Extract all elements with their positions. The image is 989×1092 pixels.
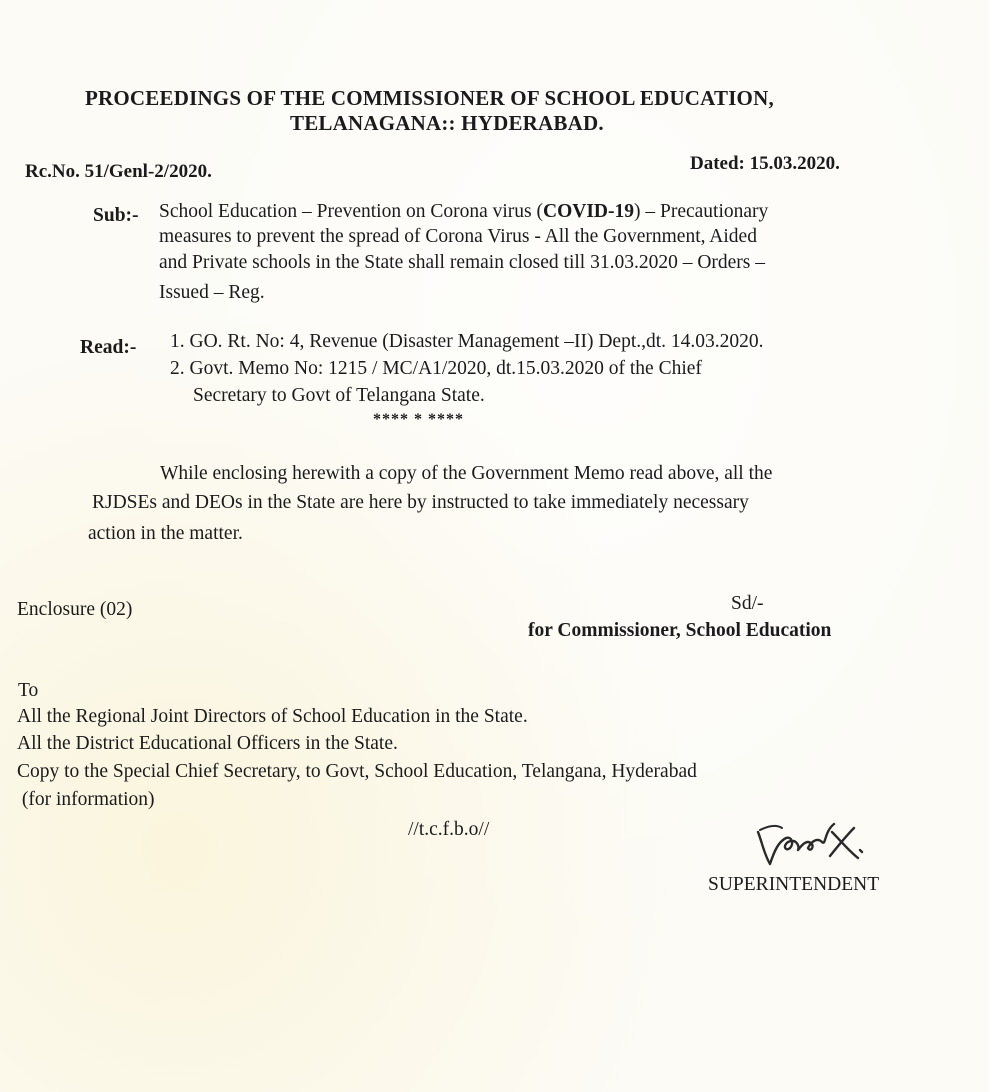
document-title-line1: PROCEEDINGS OF THE COMMISSIONER OF SCHOOL EDUCATION, [85, 86, 774, 110]
section-separator: **** * **** [373, 411, 464, 428]
subject-line3: and Private schools in the State shall remain closed till 31.03.2020 – Orders – [159, 252, 766, 273]
tcfbo-mark: //t.c.f.b.o// [408, 819, 490, 840]
signed-mark: Sd/- [731, 593, 764, 614]
subject-line1-part-c: ) – Precautionary [633, 201, 769, 222]
subject-covid-term: COVID-19 [542, 201, 634, 222]
document-date: Dated: 15.03.2020. [690, 153, 840, 174]
read-item-2-line2: Secretary to Govt of Telangana State. [193, 385, 485, 406]
reference-number: Rc.No. 51/Genl-2/2020. [25, 161, 212, 182]
recipient-line3: Copy to the Special Chief Secretary, to Govt, School Education, Telangana, Hyderabad [17, 761, 697, 782]
subject-line1-part-a: School Education – Prevention on Corona virus ( [159, 201, 543, 222]
read-item-2-line1: 2. Govt. Memo No: 1215 / MC/A1/2020, dt.15.03.2020 of the Chief [170, 358, 702, 379]
superintendent-designation: SUPERINTENDENT [708, 874, 880, 895]
signatory-line: for Commissioner, School Education [528, 620, 832, 641]
recipients-to: To [18, 680, 39, 701]
handwritten-signature [748, 812, 878, 874]
document-title-line2: TELANAGANA:: HYDERABAD. [290, 111, 604, 135]
subject-label: Sub:- [93, 205, 139, 226]
read-label: Read:- [80, 337, 137, 358]
body-line1: While enclosing herewith a copy of the Government Memo read above, all the [160, 463, 773, 484]
recipient-line2: All the District Educational Officers in the State. [17, 733, 398, 754]
recipient-line1: All the Regional Joint Directors of School Education in the State. [17, 706, 528, 727]
subject-line1 [159, 201, 768, 223]
subject-line4: Issued – Reg. [159, 282, 265, 303]
body-line2: RJDSEs and DEOs in the State are here by instructed to take immediately necessary [92, 492, 749, 513]
recipient-line4: (for information) [17, 789, 155, 810]
subject-line2: measures to prevent the spread of Corona Virus - All the Government, Aided [159, 226, 757, 247]
body-line3: action in the matter. [88, 523, 243, 544]
read-item-1: 1. GO. Rt. No: 4, Revenue (Disaster Management –II) Dept.,dt. 14.03.2020. [170, 331, 764, 352]
enclosure-note: Enclosure (02) [17, 599, 133, 620]
